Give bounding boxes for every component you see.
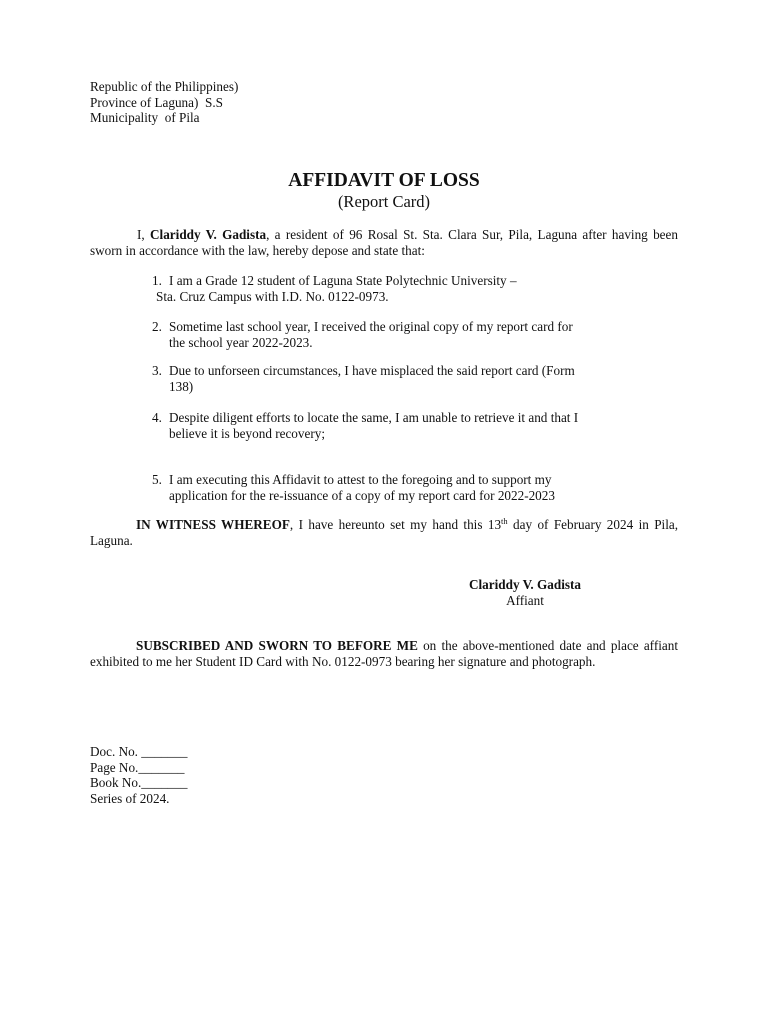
jurat-paragraph xyxy=(90,638,678,669)
list-item-line: believe it is beyond recovery; xyxy=(169,425,325,441)
list-item-number: 1. xyxy=(152,273,162,288)
intro-text: , a resident of 96 Rosal St. Sta. Clara Sur, Pila, Laguna after having been sworn in accordance with the law, hereby depose and state that: xyxy=(90,227,678,258)
intro-paragraph xyxy=(90,227,678,258)
document-subtitle: (Report Card) xyxy=(337,192,431,211)
venue-block xyxy=(90,79,410,126)
book-no-line: Book No._______ xyxy=(90,775,188,790)
intro-affiant-name: Clariddy V. Gadista xyxy=(150,227,267,242)
venue-line-province: Province of Laguna) S.S xyxy=(90,94,223,110)
list-item-line: the school year 2022-2023. xyxy=(169,334,313,350)
witness-lead: IN WITNESS WHEREOF xyxy=(136,517,290,532)
list-item-line: I am a Grade 12 student of Laguna State Polytechnic University – xyxy=(169,273,517,288)
list-item-line: Despite diligent efforts to locate the same, I am unable to retrieve it and that I xyxy=(169,410,579,425)
notarial-register-block xyxy=(90,744,290,806)
list-item-line: Sta. Cruz Campus with I.D. No. 0122-0973. xyxy=(156,288,389,304)
witness-text-end: day of February 2024 in Pila, Laguna. xyxy=(90,517,679,548)
list-item-number: 2. xyxy=(152,319,162,334)
venue-line-municipality: Municipality of Pila xyxy=(90,110,200,125)
witness-text: , I have hereunto set my hand this 13 xyxy=(289,517,502,532)
document-title: AFFIDAVIT OF LOSS xyxy=(288,170,480,191)
list-item-number: 3. xyxy=(152,363,162,378)
signature-block xyxy=(440,577,610,608)
jurat-lead: SUBSCRIBED AND SWORN TO BEFORE ME xyxy=(136,638,418,653)
list-item-line: I am executing this Affidavit to attest to the foregoing and to support my xyxy=(169,472,552,487)
list-item-line: 138) xyxy=(169,378,194,394)
signature-role: Affiant xyxy=(506,592,544,608)
list-item-line: application for the re-issuance of a copy of my report card for 2022-2023 xyxy=(169,487,555,503)
list-item-line: Due to unforseen circumstances, I have misplaced the said report card (Form xyxy=(169,363,575,378)
jurat-text: on the above-mentioned date and place affiant exhibited to me her Student ID Card with No. 0122-0973 bearing her signature and photograph. xyxy=(90,638,679,669)
list-item-text xyxy=(169,472,643,503)
witness-paragraph xyxy=(90,517,678,548)
title-block xyxy=(90,170,678,212)
list-item xyxy=(152,410,643,441)
list-item xyxy=(152,273,643,304)
doc-no-line: Doc. No. _______ xyxy=(90,744,188,759)
venue-line-country: Republic of the Philippines) xyxy=(90,79,239,94)
list-item-line: Sometime last school year, I received the original copy of my report card for xyxy=(169,319,573,334)
list-item-text xyxy=(169,410,643,441)
list-item-text xyxy=(156,273,643,304)
list-item-text xyxy=(169,363,643,394)
signature-name: Clariddy V. Gadista xyxy=(468,577,581,592)
list-item-text xyxy=(169,319,643,350)
page-no-line: Page No._______ xyxy=(90,759,185,775)
list-item-number: 4. xyxy=(152,410,162,425)
list-item xyxy=(152,319,643,350)
series-line: Series of 2024. xyxy=(90,790,170,806)
list-item xyxy=(152,472,643,503)
list-item xyxy=(152,363,643,394)
intro-prefix: I, xyxy=(137,227,151,242)
witness-ordinal-suffix: th xyxy=(501,516,508,526)
list-item-number: 5. xyxy=(152,472,162,487)
